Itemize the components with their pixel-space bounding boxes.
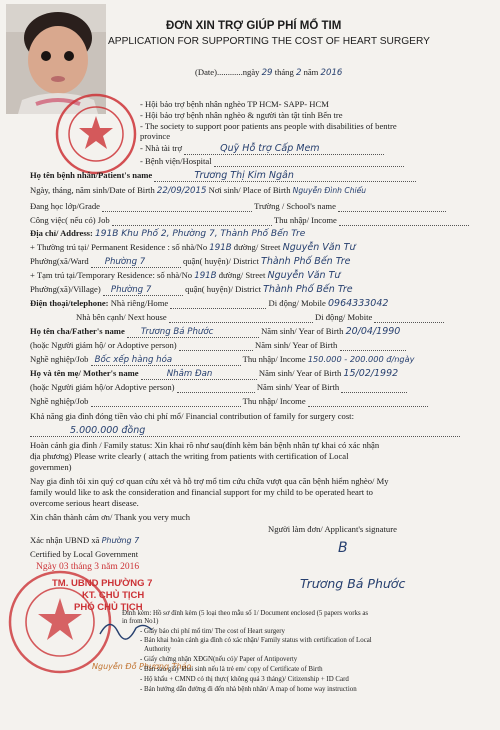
attachment-item: - Giấy báo chi phí mổ tim/ The cost of Heart surgery xyxy=(140,628,285,635)
temporary-residence-line xyxy=(30,270,340,281)
perm-street-label: đường/ Street xyxy=(233,242,281,252)
temp-district-label: quận( huyện)/ District xyxy=(185,284,261,294)
request-line-2: family would like to ask the consideration and financial support for my child to be operated heart to xyxy=(30,487,373,497)
financial-value-line xyxy=(30,425,460,437)
job-label: Công việc( nếu có) Job xyxy=(30,215,110,225)
father-job: Bốc xếp hàng hóa xyxy=(94,355,173,365)
perm-ward: Phường 7 xyxy=(104,257,146,267)
dob-value: 22/09/2015 xyxy=(156,186,207,196)
next-house-mobile-label: Di động/ Mobite xyxy=(315,312,373,322)
phone-line xyxy=(30,298,388,309)
temp-no: 191B xyxy=(194,271,217,281)
date-year-label: năm xyxy=(303,67,319,77)
permanent-ward-line xyxy=(30,256,351,268)
permanent-residence-line xyxy=(30,242,355,253)
phone-home-label: Nhà riêng/Home xyxy=(110,298,169,308)
temp-label: + Tạm trú tại/Temporary Residence: số nhà/No xyxy=(30,270,193,280)
father-adoptive-line xyxy=(30,340,406,351)
ubnd-label: Xác nhận UBND xã xyxy=(30,535,100,545)
income-label: Thu nhập/ Income xyxy=(273,215,337,225)
sponsor-line xyxy=(140,143,384,155)
attachment-item: - Hộ khẩu + CMND có thị thực( không quá 3 tháng)/ Citizenship + ID Card xyxy=(140,676,349,683)
ubnd-value: Phường 7 xyxy=(101,536,140,545)
hospital-label: - Bệnh viện/Hospital xyxy=(140,156,212,166)
ubnd-line xyxy=(30,535,139,546)
father-name-line xyxy=(30,326,400,338)
hospital-line xyxy=(140,156,404,167)
recipient-line-1: - Hội bảo trợ bệnh nhân nghèo TP HCM- SAPP- HCM xyxy=(140,99,329,109)
dob-label: Ngày, tháng, năm sinh/Date of Birth xyxy=(30,185,155,195)
mother-yob: 15/02/1992 xyxy=(343,368,399,379)
pob-label: Nơi sinh/ Place of Birth xyxy=(208,185,291,195)
address-label: Địa chỉ/ Address: xyxy=(30,228,93,238)
family-status-line-1: Hoàn cảnh gia đình / Family status: Xin khai rõ như sau(đính kèm bản bệnh nhân tự khai có xác nhận xyxy=(30,440,380,450)
mother-name-label: Họ và tên mẹ/ Mother's name xyxy=(30,368,139,378)
stamp-line-3: PHÓ CHỦ TỊCH xyxy=(74,602,143,613)
mother-yob-label: Năm sinh/ Year of Birth xyxy=(258,368,342,378)
temp-street: Nguyễn Văn Tư xyxy=(267,270,341,281)
request-line-1: Nay gia đình tôi xin quý cơ quan cứu xét và hỗ trợ mổ tim cứu chữa vượt qua căn bệnh hiểm nghèo/ My xyxy=(30,476,389,486)
mother-name: Nhâm Đan xyxy=(166,369,213,379)
father-yob-label: Năm sinh/ Year of Birth xyxy=(261,326,344,336)
pob-value: Nguyễn Đình Chiểu xyxy=(292,186,367,195)
perm-ward-label: Phường(xã/Ward xyxy=(30,256,89,266)
father-yob: 20/04/1990 xyxy=(345,326,401,337)
patient-name-label: Họ tên bệnh nhân/Patient's name xyxy=(30,170,153,180)
mother-name-line xyxy=(30,368,398,380)
perm-street: Nguyễn Văn Tư xyxy=(282,242,356,253)
phone-mobile: 0964333042 xyxy=(327,298,389,309)
father-adoptive-label: (hoặc Người giám hộ/ or Adoptive person) xyxy=(30,340,177,350)
perm-no: 191B xyxy=(209,243,232,253)
address-line xyxy=(30,228,305,239)
mother-income-label: Thu nhập/ Income xyxy=(242,396,306,406)
mother-adoptive-yob-label: Năm sinh/ Year of Birth xyxy=(256,382,340,392)
applicant-initial: B xyxy=(338,540,348,556)
school-label: Đang học lớp/Grade xyxy=(30,201,100,211)
financial-label: Khả năng gia đình đóng tiền vào chi phí mổ/ Financial contribution of family for surgery cost: xyxy=(30,411,354,421)
recipient-line-4: province xyxy=(140,131,171,141)
mother-job-label: Nghề nghiệp/Job xyxy=(30,396,89,406)
next-house-label: Nhà bên cạnh/ Next house xyxy=(76,312,167,322)
sponsor-label: - Nhà tài trợ xyxy=(140,143,183,153)
temp-ward: Phường 7 xyxy=(110,285,152,295)
certified-by: Certified by Local Government xyxy=(30,549,139,559)
temporary-ward-line xyxy=(30,284,353,296)
perm-district: Thành Phố Bến Tre xyxy=(261,256,351,267)
date-month-label: tháng xyxy=(274,67,294,77)
date-day: 29 xyxy=(261,68,273,78)
father-adoptive-yob-label: Năm sinh/ Year of Birth xyxy=(255,340,338,350)
attachments-intro-2: in from No1) xyxy=(122,618,159,625)
date-prefix: (Date)............ngày xyxy=(195,67,260,77)
perm-label: + Thường trú tại/ Permanent Residence : số nhà/No xyxy=(30,242,208,252)
patient-dob-line xyxy=(30,185,366,196)
patient-name-value: Trương Thị Kim Ngân xyxy=(194,170,294,181)
stamp-line-2: KT. CHỦ TỊCH xyxy=(82,590,145,601)
patient-school-line xyxy=(30,201,446,212)
attachment-item: - Bản sao giấy khai sinh nếu là trẻ em/ copy of Certificate of Birth xyxy=(140,666,323,673)
father-name-label: Họ tên cha/Father's name xyxy=(30,326,125,336)
patient-name-line xyxy=(30,170,416,182)
applicant-signature-label: Người làm đơn/ Applicant's signature xyxy=(268,524,397,534)
sponsor-value: Quỹ Hỗ trợ Cấp Mem xyxy=(220,143,320,154)
perm-district-label: quận( huyện)/ District xyxy=(182,256,259,266)
certification-date: Ngày 03 tháng 3 năm 2016 xyxy=(36,562,140,572)
phone-label: Điện thoại/telephone: xyxy=(30,298,109,308)
form-title-vi: ĐƠN XIN TRỢ GIÚP PHÍ MỔ TIM xyxy=(166,20,342,32)
patient-job-line xyxy=(30,215,469,226)
temp-district: Thành Phố Bến Tre xyxy=(263,284,353,295)
next-house-line xyxy=(76,312,444,323)
date-month: 2 xyxy=(295,68,302,78)
financial-value: 5.000.000 đồng xyxy=(70,425,146,436)
mother-adoptive-label: (hoặc Người giám hộ/or Adoptive person) xyxy=(30,382,175,392)
school-name-label: Trường / School's name xyxy=(254,201,336,211)
address-value: 191B Khu Phố 2, Phường 7, Thành Phố Bến Tre xyxy=(95,229,306,239)
official-signer-name: Nguyễn Đỗ Phương Thảo xyxy=(92,662,192,671)
attachment-item: Authority xyxy=(144,646,171,653)
father-job-label: Nghề nghiệp/Job xyxy=(30,354,89,364)
date-year: 2016 xyxy=(320,68,343,78)
mother-job-line xyxy=(30,396,428,407)
phone-mobile-label: Di động/ Mobile xyxy=(268,298,326,308)
attachment-item: - Bản hướng dẫn đường đi đến nhà bệnh nhân/ A map of home way instruction xyxy=(140,686,357,693)
attachment-item: - Giấy chứng nhận XĐGN(nếu có)/ Paper of Antipoverty xyxy=(140,656,298,663)
stamp-line-1: TM. UBND PHƯỜNG 7 xyxy=(52,578,153,589)
father-name: Trương Bá Phước xyxy=(140,327,214,337)
recipient-line-2: - Hội bảo trợ bệnh nhân nghèo & người tàn tật tỉnh Bến tre xyxy=(140,110,343,120)
photo-seal-stamp xyxy=(54,92,138,176)
attachments-intro: Đính kèm: Hồ sơ đính kèm (5 loại theo mẫu số 1/ Document enclosed (5 papers works as xyxy=(122,610,369,617)
thanks-line: Xin chân thành cảm ơn/ Thank you very much xyxy=(30,512,190,522)
request-line-3: overcome serious heart disease. xyxy=(30,498,139,508)
father-job-line xyxy=(30,354,415,366)
date-line xyxy=(195,67,342,78)
recipient-line-3: - The society to support poor patients ans people with disabilities of bentre xyxy=(140,121,397,131)
father-income-label: Thu nhập/ Income xyxy=(242,354,306,364)
attachment-item: - Bản khai hoàn cảnh gia đình có xác nhận/ Family status with certification of Local xyxy=(140,637,372,644)
father-income: 150.000 - 200.000 đ/ngày xyxy=(307,354,415,364)
temp-street-label: đường/ Street xyxy=(218,270,266,280)
temp-ward-label: Phường(xã)/Village) xyxy=(30,284,101,294)
family-status-line-2: địa phương) Please write clearly ( attach the writing from patients with certification of Local xyxy=(30,451,349,461)
family-status-line-3: governmen) xyxy=(30,462,72,472)
applicant-name: Trương Bá Phước xyxy=(300,576,406,591)
form-title-en: APPLICATION FOR SUPPORTING THE COST OF HEART SURGERY xyxy=(108,36,430,47)
mother-adoptive-line xyxy=(30,382,407,393)
